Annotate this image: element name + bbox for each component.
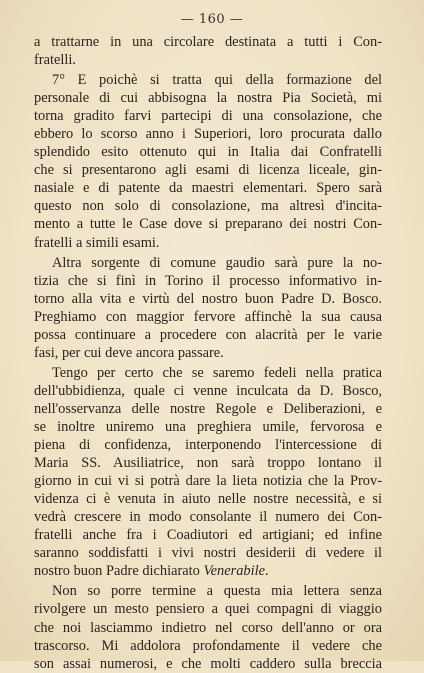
- text-line: ebbero lo scorso anno i Superiori, loro procurata dallo: [34, 126, 382, 143]
- text-line: Altra sorgente di comune gaudio sarà pure la no-: [52, 254, 382, 271]
- text-line: nasiale e di patente da maestri elementari. Spero sarà: [34, 180, 382, 197]
- page-number: — 160 —: [180, 12, 244, 27]
- text-line: torna gradito farvi partecipi di una consolazione, che: [34, 108, 382, 125]
- text-line: Tengo per certo che se saremo fedeli nella pratica: [52, 364, 382, 381]
- text-line: mento a tutte le Case dove si preparano dei nostri Con-: [34, 216, 382, 233]
- paragraph-departed-companions: [34, 582, 382, 672]
- text-line: vedrà crescere in modo consolante il numero dei Con-: [34, 509, 382, 526]
- text-line: rivolgere un mesto pensiero a quei compagni di viaggio: [34, 601, 382, 618]
- text-line: Non so porre termine a questa mia lettera senza: [52, 583, 382, 600]
- text-line: che noi lasciammo indietro nel corso dell'anno or ora: [34, 619, 382, 636]
- text-fragment: .: [265, 563, 269, 580]
- text-line: videnza ci è venuta in aiuto nelle nostre necessità, e si: [34, 491, 382, 508]
- text-line-final: [34, 562, 382, 580]
- text-line: dell'ubbidienza, quale ci venne inculcata da D. Bosco,: [34, 382, 382, 399]
- paragraph-obedience: [34, 364, 382, 581]
- text-line: nell'osservanza delle nostre Regole e Deliberazioni, e: [34, 400, 382, 417]
- paragraph-point-7: [34, 71, 382, 251]
- text-line: 7° E poichè si tratta qui della formazione del: [52, 72, 382, 89]
- text-line: saranno soddisfatti i vivi nostri desiderii di vedere il: [34, 545, 382, 562]
- text-line: a trattarne in una circolare destinata a tutti i Con-: [34, 34, 382, 50]
- text-line: son assai numerosi, e che molti caddero sulla breccia: [34, 655, 382, 672]
- text-line: piena di confidenza, interponendo l'intercessione di: [34, 437, 382, 454]
- text-line: possa continuare a procedere con alacrità per le varie: [34, 326, 382, 343]
- text-line: Maria SS. Ausiliatrice, non sarà troppo lontano il: [34, 455, 382, 472]
- text-fragment: nostro buon Padre dichiarato: [34, 563, 204, 580]
- text-line: trascorso. Mi addolora profondamente il vedere che: [34, 637, 382, 654]
- page-body: [34, 33, 382, 673]
- text-line: Preghiamo con maggior fervore affinchè la sua causa: [34, 308, 382, 325]
- text-line: tizia che si finì in Torino il processo informativo in-: [34, 272, 382, 289]
- text-line: personale di cui abbisogna la nostra Pia Società, mi: [34, 90, 382, 107]
- text-line: giorno in cui vi si potrà dare la lieta notizia che la Prov-: [34, 473, 382, 490]
- paragraph-don-bosco-cause: [34, 254, 382, 362]
- text-line: splendido esito ottenuto qui in Italia dai Confratelli: [34, 144, 382, 161]
- text-line: fasi, per cui deve ancora passare.: [34, 344, 224, 361]
- text-line: fratelli anche fra i Coadiutori ed artigiani; ed infine: [34, 527, 382, 544]
- paragraph-continuation: [34, 33, 382, 69]
- text-line: torno alla vita e virtù del nostro buon Padre D. Bosco.: [34, 290, 382, 307]
- text-line: se inoltre uniremo una preghiera umile, fervorosa e: [34, 418, 382, 435]
- text-line: questo non solo di consolazione, ma altresì d'incita-: [34, 198, 382, 215]
- italic-word: Venerabile: [203, 563, 265, 580]
- text-line: che si presentarono agli esami di licenza liceale, gin-: [34, 162, 382, 179]
- text-line: fratelli a simili esami.: [34, 234, 160, 251]
- text-line: fratelli.: [34, 52, 76, 69]
